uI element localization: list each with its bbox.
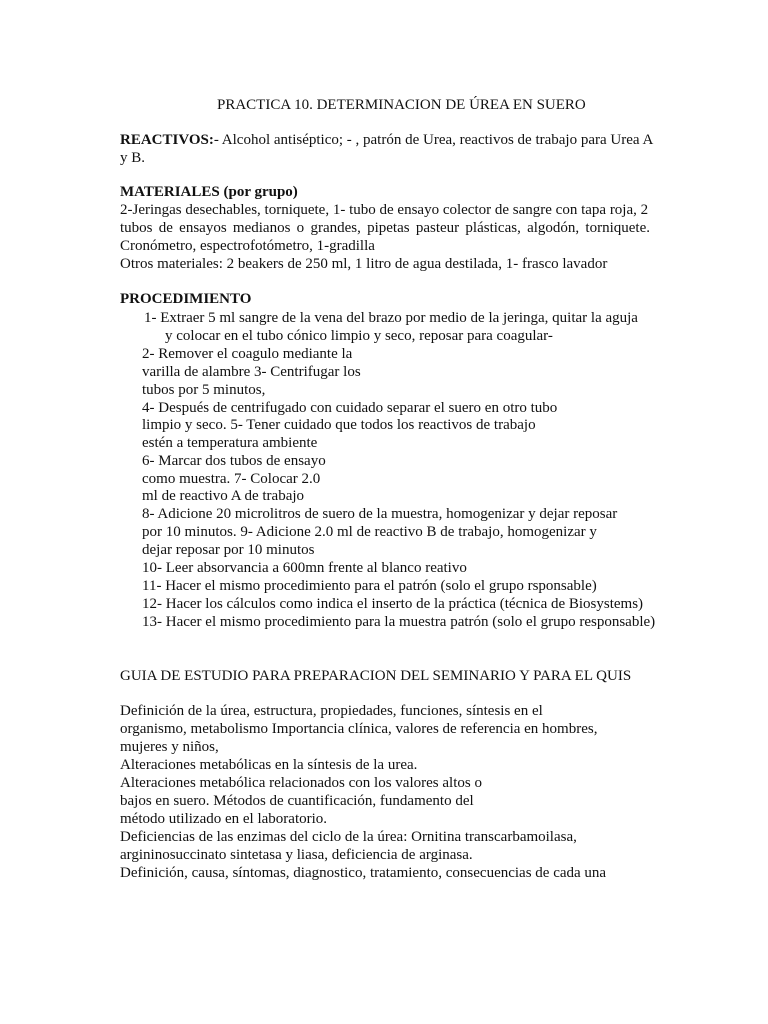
guia-line: Definición, causa, síntomas, diagnostico, tratamiento, consecuencias de cada una [120,865,607,881]
procedimiento-line: 4- Después de centrifugado con cuidado separar el suero en otro tubo [142,400,558,416]
procedimiento-line: 1- Extraer 5 ml sangre de la vena del brazo por medio de la jeringa, quitar la aguja [144,310,638,326]
materiales-line: Otros materiales: 2 beakers de 250 ml, 1 litro de agua destilada, 1- frasco lavador [120,256,608,272]
guia-heading: GUIA DE ESTUDIO PARA PREPARACION DEL SEMINARIO Y PARA EL QUIS [120,668,632,684]
procedimiento-line: por 10 minutos. 9- Adicione 2.0 ml de reactivo B de trabajo, homogenizar y [142,524,597,540]
guia-line: argininosuccinato sintetasa y liasa, deficiencia de arginasa. [120,847,473,863]
procedimiento-line: estén a temperatura ambiente [142,435,318,451]
reactivos-text: - Alcohol antiséptico; - , patrón de Urea, reactivos de trabajo para Urea A [213,132,654,148]
guia-line: Definición de la úrea, estructura, propiedades, funciones, síntesis en el [120,703,543,719]
guia-line: bajos en suero. Métodos de cuantificación, fundamento del [120,793,474,809]
procedimiento-line: como muestra. 7- Colocar 2.0 [142,471,321,487]
procedimiento-line: 2- Remover el coagulo mediante la [142,346,353,362]
procedimiento-line: 12- Hacer los cálculos como indica el inserto de la práctica (técnica de Biosystems) [142,596,644,612]
page-title: PRACTICA 10. DETERMINACION DE ÚREA EN SUERO [217,97,586,113]
procedimiento-line: 13- Hacer el mismo procedimiento para la muestra patrón (solo el grupo responsable) [142,614,656,630]
procedimiento-line: ml de reactivo A de trabajo [142,488,305,504]
guia-line: Deficiencias de las enzimas del ciclo de la úrea: Ornitina transcarbamoilasa, [120,829,577,845]
procedimiento-line: 10- Leer absorvancia a 600mn frente al blanco reativo [142,560,467,576]
procedimiento-line: y colocar en el tubo cónico limpio y seco, reposar para coagular- [165,328,553,344]
materiales-line: Cronómetro, espectrofotómetro, 1-gradilla [120,238,375,254]
reactivos-line-2: y B. [120,150,146,166]
guia-line: mujeres y niños, [120,739,219,755]
materiales-line: 2-Jeringas desechables, torniquete, 1- tubo de ensayo colector de sangre con tapa roja, 2 [120,202,649,218]
reactivos-label: REACTIVOS: [120,132,214,148]
reactivos-line-1 [120,131,653,149]
procedimiento-line: tubos por 5 minutos, [142,382,266,398]
guia-line: Alteraciones metabólica relacionados con los valores altos o [120,775,482,791]
procedimiento-line: dejar reposar por 10 minutos [142,542,315,558]
guia-line: Alteraciones metabólicas en la síntesis de la urea. [120,757,418,773]
procedimiento-line: 6- Marcar dos tubos de ensayo [142,453,326,469]
guia-line: organismo, metabolismo Importancia clínica, valores de referencia en hombres, [120,721,598,737]
procedimiento-line: varilla de alambre 3- Centrifugar los [142,364,361,380]
materiales-line: tubos de ensayos medianos o grandes, pipetas pasteur plásticas, algodón, torniquete. [120,220,650,236]
procedimiento-heading: PROCEDIMIENTO [120,291,252,307]
procedimiento-line: 11- Hacer el mismo procedimiento para el patrón (solo el grupo rsponsable) [142,578,597,594]
procedimiento-line: 8- Adicione 20 microlitros de suero de la muestra, homogenizar y dejar reposar [142,506,618,522]
procedimiento-line: limpio y seco. 5- Tener cuidado que todos los reactivos de trabajo [142,417,536,433]
materiales-heading: MATERIALES (por grupo) [120,184,298,200]
guia-line: método utilizado en el laboratorio. [120,811,328,827]
